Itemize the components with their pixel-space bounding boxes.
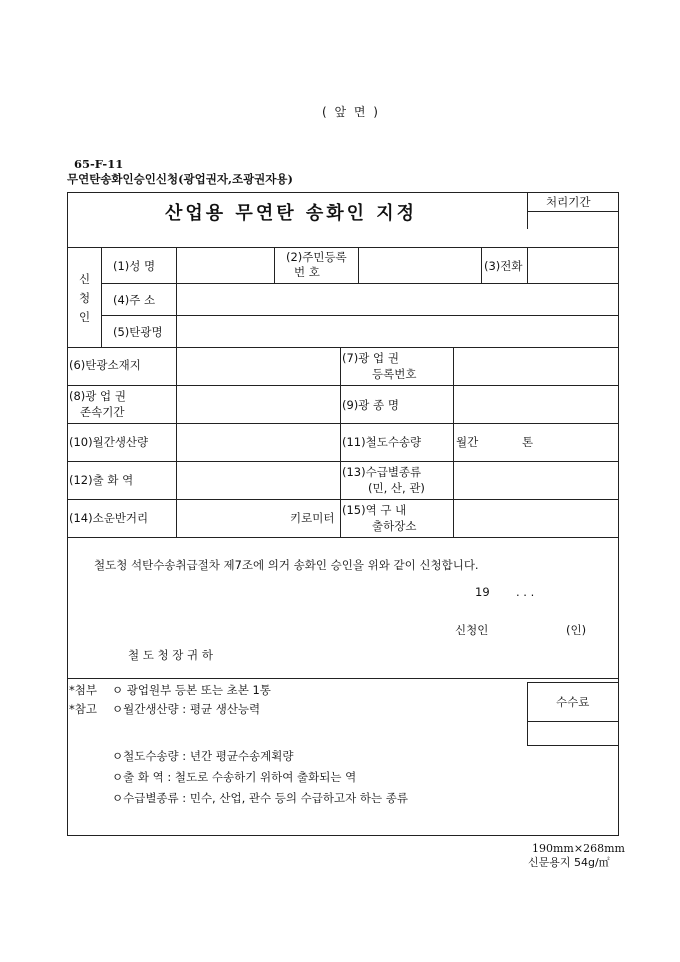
monthly-output-field[interactable] bbox=[177, 424, 339, 460]
station-place-label-2: 출하장소 bbox=[372, 519, 417, 533]
demand-type-label-1: (13)수급별종류 bbox=[342, 465, 422, 479]
address-field[interactable] bbox=[177, 284, 618, 314]
address-label: (4)주 소 bbox=[113, 293, 156, 307]
mining-right-period-label-2: 존속기간 bbox=[80, 405, 125, 419]
fee-label: 수수료 bbox=[556, 695, 590, 709]
page-side-label: ( 앞 면 ) bbox=[322, 105, 380, 119]
shipping-station-label: (12)출 화 역 bbox=[69, 473, 134, 487]
form-subtitle: 무연탄송화인승인신청(광업권자,조광권자용) bbox=[67, 172, 293, 186]
attach-label: *첨부 bbox=[69, 683, 97, 697]
addressee: 철 도 청 장 귀 하 bbox=[128, 648, 213, 662]
monthly-unit: 월간 bbox=[456, 435, 479, 449]
demand-type-field[interactable] bbox=[454, 462, 618, 498]
resident-no-label-2: 번 호 bbox=[294, 265, 320, 279]
phone-label: (3)전화 bbox=[484, 259, 523, 273]
mining-right-reg-label-2: 등록번호 bbox=[372, 367, 417, 381]
applicant-label-3: 인 bbox=[79, 310, 91, 324]
mine-location-field[interactable] bbox=[177, 348, 339, 384]
demand-type-label-2: (민, 산, 관) bbox=[368, 481, 425, 495]
ref-item: ㅇ출 화 역 : 철도로 수송하기 위하여 출화되는 역 bbox=[112, 770, 357, 784]
paper-size: 190mm×268mm bbox=[532, 842, 625, 855]
mine-name-field[interactable] bbox=[177, 316, 618, 346]
applicant-label-1: 신 bbox=[79, 272, 91, 286]
ref-item: ㅇ월간생산량 : 평균 생산능력 bbox=[112, 702, 261, 716]
applicant-label-2: 청 bbox=[79, 291, 91, 305]
form-code: 65-F-11 bbox=[74, 157, 124, 171]
fee-field[interactable] bbox=[528, 722, 618, 745]
haul-distance-field[interactable] bbox=[177, 500, 277, 536]
mining-right-reg-field[interactable] bbox=[454, 348, 618, 384]
applicant-sign-label: 신청인 bbox=[455, 623, 489, 637]
rail-transport-label: (11)철도수송량 bbox=[342, 435, 422, 449]
name-label: (1)성 명 bbox=[113, 259, 156, 273]
seal-mark: (인) bbox=[566, 623, 587, 637]
shipping-station-field[interactable] bbox=[177, 462, 339, 498]
mineral-type-label: (9)광 종 명 bbox=[342, 398, 399, 412]
ton-unit: 톤 bbox=[522, 435, 534, 449]
processing-period-label: 처리기간 bbox=[546, 195, 591, 209]
haul-distance-label: (14)소운반거리 bbox=[69, 511, 149, 525]
ref-label: *참고 bbox=[69, 702, 97, 716]
station-place-field[interactable] bbox=[454, 500, 618, 536]
monthly-output-label: (10)월간생산량 bbox=[69, 435, 149, 449]
applicant-sign-field[interactable] bbox=[500, 618, 560, 638]
mine-location-label: (6)탄광소재지 bbox=[69, 358, 141, 372]
mine-name-label: (5)탄광명 bbox=[113, 325, 163, 339]
ref-item: ㅇ철도수송량 : 년간 평균수송계획량 bbox=[112, 749, 294, 763]
date-dots: . . . bbox=[516, 585, 535, 599]
ref-item: ㅇ수급별종류 : 민수, 산업, 관수 등의 수급하고자 하는 종류 bbox=[112, 791, 408, 805]
mining-right-reg-label-1: (7)광 업 권 bbox=[342, 351, 399, 365]
paper-type: 신문용지 54g/㎡ bbox=[528, 856, 610, 869]
attach-text: ㅇ 광업원부 등본 또는 초본 1통 bbox=[112, 683, 271, 697]
phone-field[interactable] bbox=[528, 248, 618, 282]
km-unit: 키로미터 bbox=[290, 511, 335, 525]
name-field[interactable] bbox=[177, 248, 273, 282]
processing-period-field[interactable] bbox=[528, 212, 618, 228]
mining-right-period-label-1: (8)광 업 권 bbox=[69, 389, 126, 403]
form-title: 산업용 무연탄 송화인 지정 bbox=[165, 203, 418, 224]
resident-no-field[interactable] bbox=[359, 248, 480, 282]
mineral-type-field[interactable] bbox=[454, 386, 618, 422]
rail-transport-field[interactable] bbox=[488, 424, 518, 460]
resident-no-label-1: (2)주민등록 bbox=[286, 250, 347, 264]
station-place-label-1: (15)역 구 내 bbox=[342, 503, 407, 517]
mining-right-period-field[interactable] bbox=[177, 386, 339, 422]
declaration-text: 철도청 석탄수송취급절차 제7조에 의거 송화인 승인을 위와 같이 신청합니다. bbox=[94, 558, 479, 572]
date-year: 19 bbox=[475, 585, 490, 599]
